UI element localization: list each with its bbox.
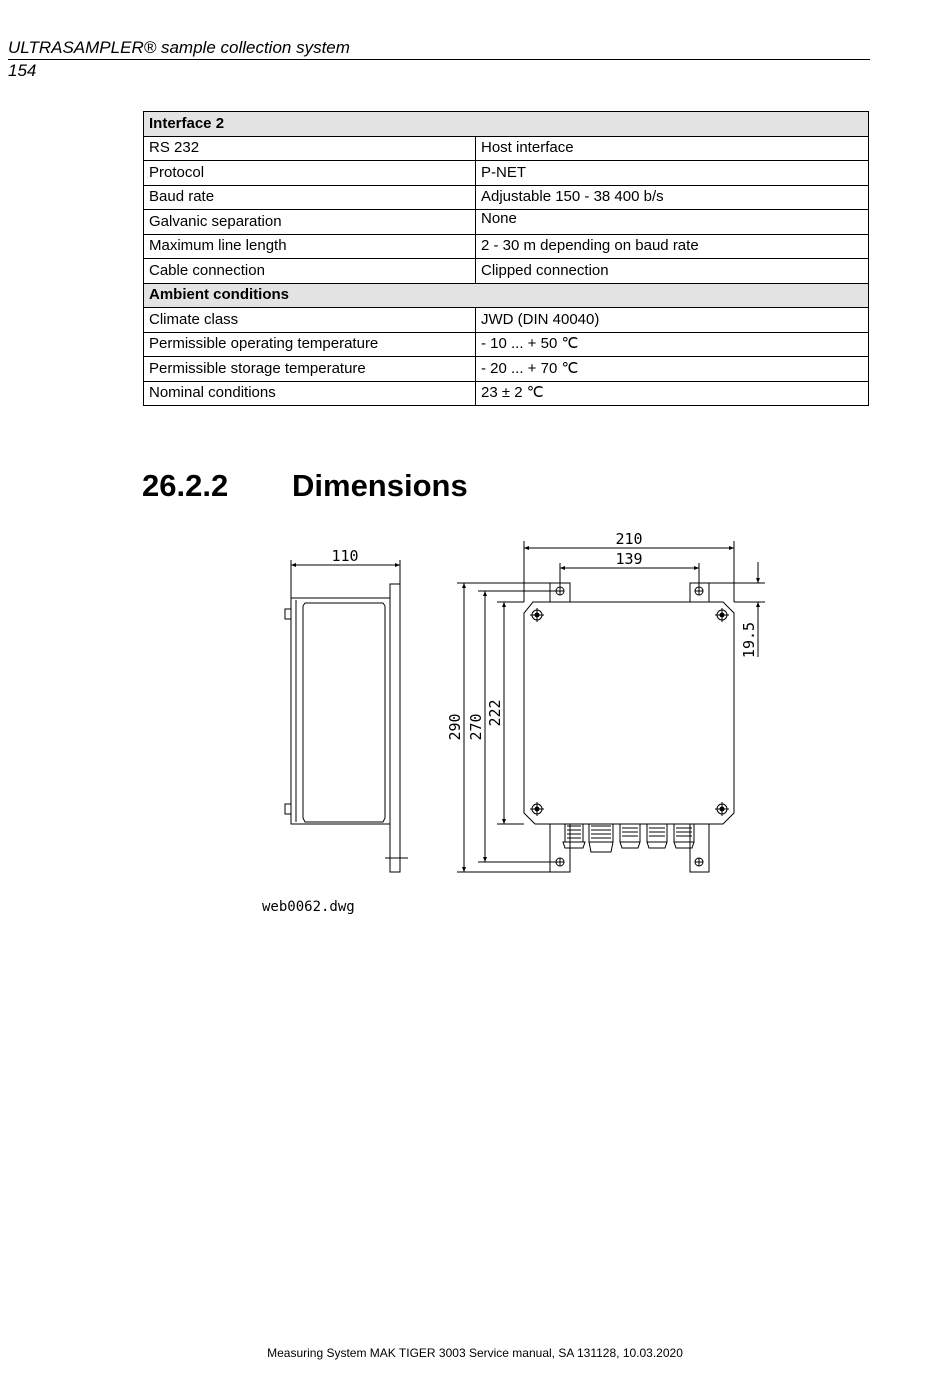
table-row — [144, 185, 869, 210]
dim-139-label: 139 — [615, 550, 643, 568]
table-row — [144, 136, 869, 161]
row-value: Host interface — [476, 136, 869, 161]
cable-glands — [563, 824, 694, 852]
screw-bottom-left — [530, 802, 544, 816]
screw-bottom-right — [715, 802, 729, 816]
row-value: - 20 ... + 70 ℃ — [476, 357, 869, 382]
table-row — [144, 381, 869, 406]
row-value: None — [476, 210, 869, 235]
row-key: Protocol — [144, 161, 476, 186]
page-number: 154 — [8, 61, 37, 80]
row-value: Clipped connection — [476, 259, 869, 284]
row-key: Nominal conditions — [144, 381, 476, 406]
row-key: Permissible storage temperature — [144, 357, 476, 382]
row-key: Baud rate — [144, 185, 476, 210]
section-label: Ambient conditions — [144, 283, 869, 308]
row-key: Maximum line length — [144, 234, 476, 259]
row-value: 23 ± 2 ℃ — [476, 381, 869, 406]
table-row — [144, 210, 869, 235]
side-view — [285, 560, 408, 872]
table-row — [144, 161, 869, 186]
row-value: Adjustable 150 - 38 400 b/s — [476, 185, 869, 210]
row-value: 2 - 30 m depending on baud rate — [476, 234, 869, 259]
table-row — [144, 308, 869, 333]
dim-222-label: 222 — [486, 699, 504, 727]
row-key: Climate class — [144, 308, 476, 333]
table-row — [144, 234, 869, 259]
row-value: P-NET — [476, 161, 869, 186]
row-key: Galvanic separation — [144, 210, 476, 235]
row-value: - 10 ... + 50 ℃ — [476, 332, 869, 357]
dim-210-label: 210 — [615, 530, 643, 548]
table-row — [144, 259, 869, 284]
table-section-row — [144, 112, 869, 137]
table-row — [144, 332, 869, 357]
row-key: Cable connection — [144, 259, 476, 284]
section-label: Interface 2 — [144, 112, 869, 137]
row-key: RS 232 — [144, 136, 476, 161]
section-heading — [142, 466, 468, 506]
dim-270-label: 270 — [467, 713, 485, 741]
table-section-row — [144, 283, 869, 308]
running-header — [8, 37, 870, 60]
section-number: 26.2.2 — [142, 468, 229, 503]
row-value: JWD (DIN 40040) — [476, 308, 869, 333]
dim-19-5-label: 19.5 — [740, 621, 758, 659]
dim-110-label: 110 — [331, 547, 359, 565]
table-row — [144, 357, 869, 382]
section-title: Dimensions — [292, 468, 468, 503]
page-footer: Measuring System MAK TIGER 3003 Service manual, SA 131128, 10.03.2020 — [267, 1346, 683, 1360]
screw-top-right — [715, 608, 729, 622]
dimension-drawing — [250, 525, 780, 925]
document-title: ULTRASAMPLER® sample collection system — [8, 38, 350, 57]
row-key: Permissible operating temperature — [144, 332, 476, 357]
dim-290-label: 290 — [446, 713, 464, 741]
screw-top-left — [530, 608, 544, 622]
drawing-filename: web0062.dwg — [262, 899, 355, 915]
specification-table — [143, 111, 869, 406]
